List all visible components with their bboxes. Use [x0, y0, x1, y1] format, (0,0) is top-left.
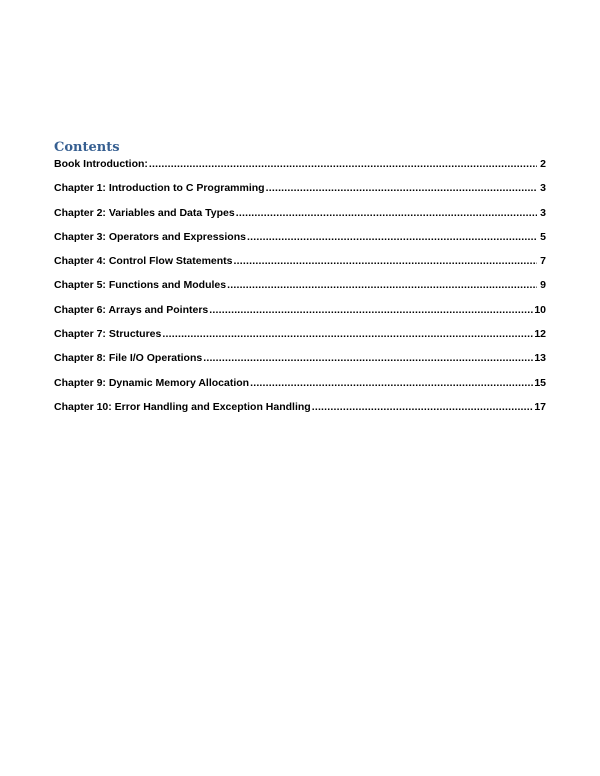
toc-page-number: 10	[534, 303, 546, 316]
toc-entry-chapter-2[interactable]	[54, 206, 546, 230]
toc-entry-chapter-3[interactable]	[54, 230, 546, 254]
toc-page-number: 3	[540, 206, 546, 219]
toc-entry-book-introduction[interactable]	[54, 157, 546, 181]
toc-entry-chapter-4[interactable]	[54, 254, 546, 278]
toc-entry-chapter-8[interactable]	[54, 351, 546, 375]
toc-entry-chapter-6[interactable]	[54, 303, 546, 327]
toc-entry-title: Chapter 5: Functions and Modules	[54, 279, 227, 292]
toc-dot-leader	[236, 206, 537, 220]
toc-entry-title: Chapter 9: Dynamic Memory Allocation	[54, 376, 250, 389]
toc-page-number: 17	[534, 400, 546, 413]
toc-dot-leader	[312, 400, 534, 414]
toc-dot-leader	[203, 351, 533, 365]
toc-page-number: 2	[540, 158, 546, 170]
toc-entry-title: Chapter 4: Control Flow Statements	[54, 255, 233, 268]
toc-dot-leader	[149, 157, 537, 171]
toc-entry-chapter-7[interactable]	[54, 327, 546, 351]
toc-page-number: 5	[540, 230, 546, 243]
toc-entry-title: Chapter 2: Variables and Data Types	[54, 206, 235, 219]
toc-entry-chapter-10[interactable]	[54, 400, 546, 424]
toc-dot-leader	[250, 376, 533, 390]
toc-entry-title: Chapter 10: Error Handling and Exception Handling	[54, 400, 311, 413]
toc-page-number: 13	[534, 352, 546, 365]
toc-entry-title: Chapter 6: Arrays and Pointers	[54, 303, 209, 316]
table-of-contents	[54, 140, 546, 424]
toc-list	[54, 157, 546, 424]
toc-dot-leader	[266, 181, 537, 195]
toc-heading: Contents	[54, 140, 120, 155]
toc-entry-chapter-1[interactable]	[54, 181, 546, 205]
toc-entry-chapter-9[interactable]	[54, 376, 546, 400]
toc-entry-title: Chapter 7: Structures	[54, 328, 162, 341]
toc-dot-leader	[227, 278, 537, 292]
toc-page-number: 9	[540, 279, 546, 292]
toc-dot-leader	[209, 303, 533, 317]
toc-entry-title: Chapter 3: Operators and Expressions	[54, 230, 246, 243]
toc-page-number: 12	[534, 328, 546, 341]
toc-dot-leader	[247, 230, 537, 244]
toc-entry-chapter-5[interactable]	[54, 278, 546, 302]
toc-entry-title: Chapter 1: Introduction to C Programming	[54, 182, 265, 195]
toc-dot-leader	[234, 254, 537, 268]
toc-entry-title: Book Introduction:	[54, 158, 148, 170]
toc-page-number: 15	[534, 376, 546, 389]
toc-page-number: 3	[540, 182, 546, 195]
toc-page-number: 7	[540, 255, 546, 268]
toc-entry-title: Chapter 8: File I/O Operations	[54, 352, 203, 365]
toc-dot-leader	[162, 327, 533, 341]
